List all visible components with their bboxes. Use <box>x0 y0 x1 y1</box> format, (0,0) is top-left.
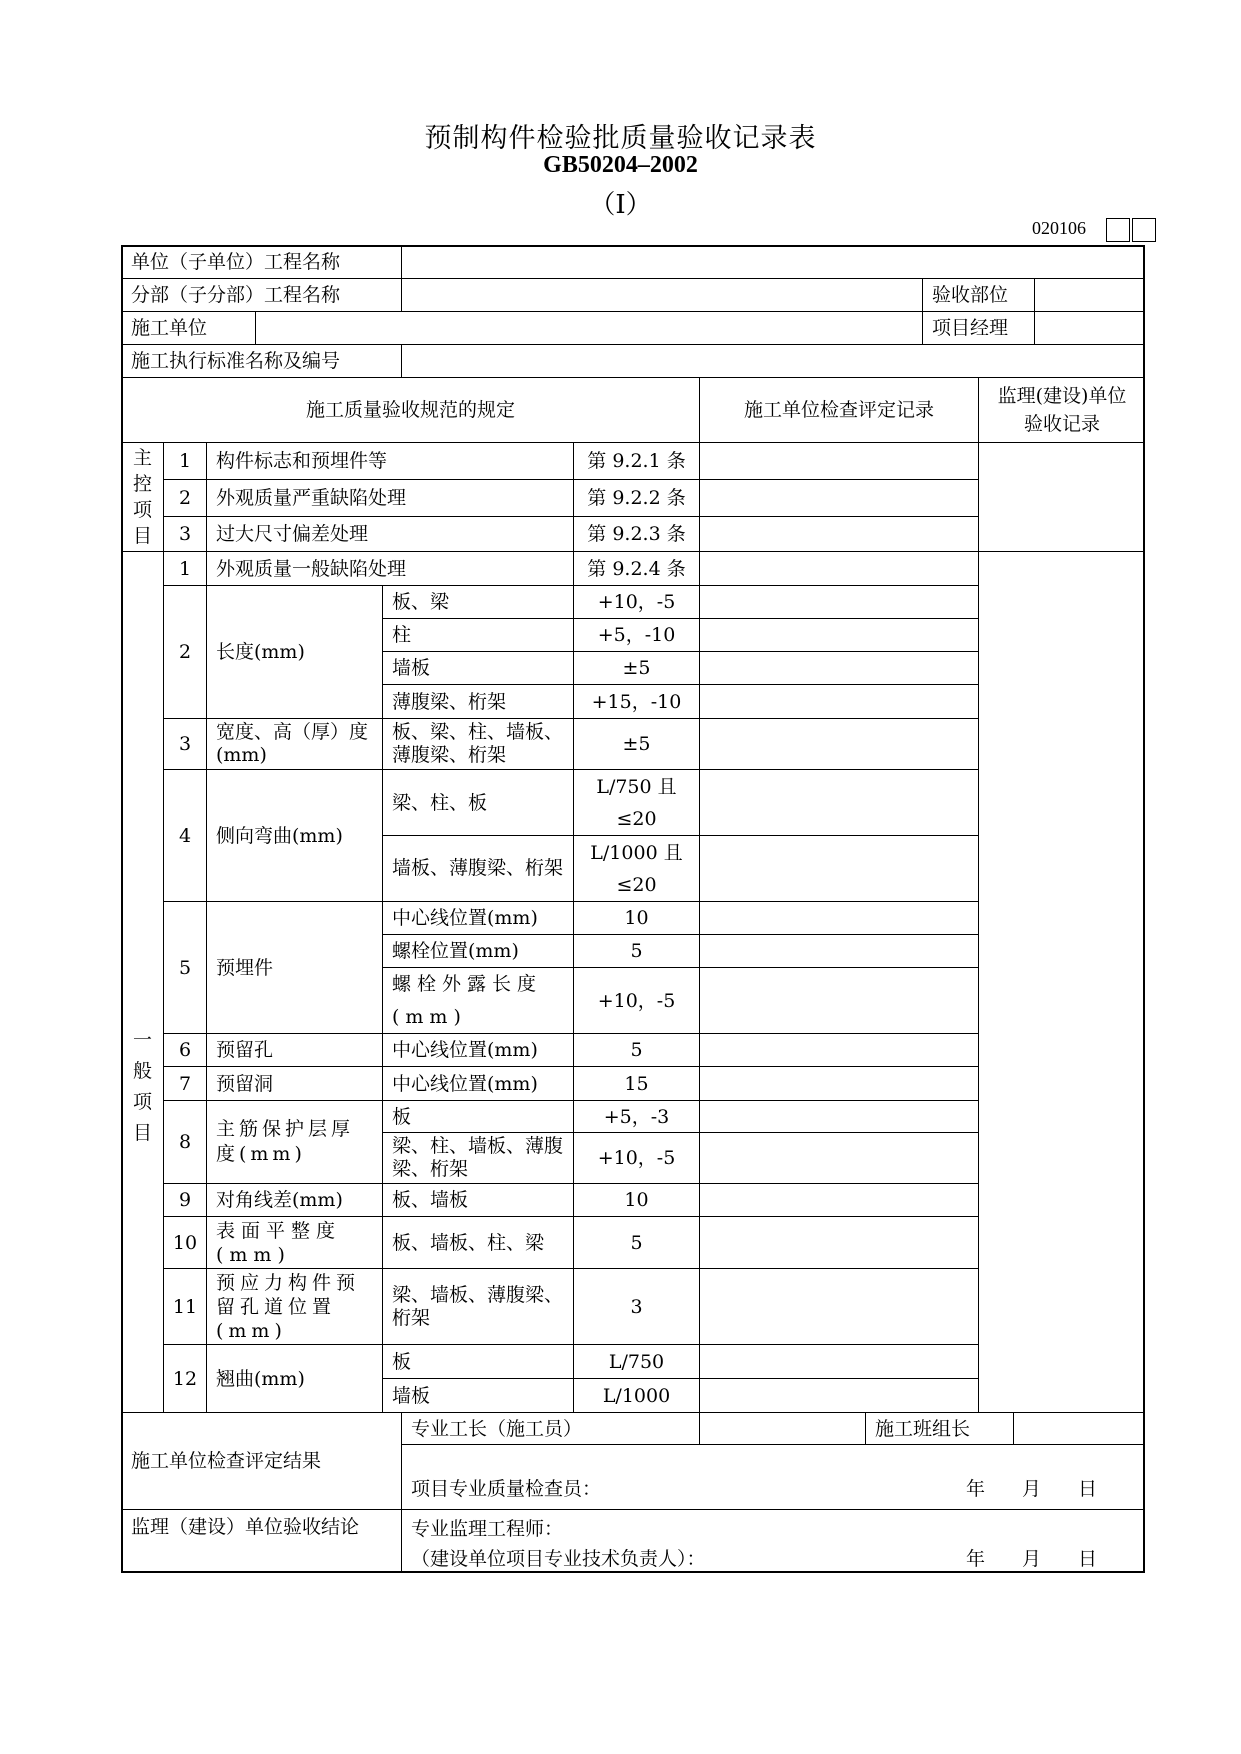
gen-row-12-val-1: L/750 <box>573 1344 699 1378</box>
form-code: 020106 <box>1032 218 1086 238</box>
gen-row-2-val-2: +5，-10 <box>573 618 699 651</box>
gen-row-5-sub-2: 螺栓位置(mm) <box>382 934 573 967</box>
mc-row-3-check[interactable] <box>699 516 978 551</box>
gen-row-10-no: 10 <box>163 1216 206 1268</box>
supervisor-engineer-label: 专业监理工程师： <box>411 1518 564 1540</box>
check-header: 施工单位检查评定记录 <box>699 377 978 442</box>
construction-unit-value[interactable] <box>255 311 922 344</box>
gen-row-4-val-1: L/750 且≤20 <box>573 769 699 835</box>
gen-row-2-check-1[interactable] <box>699 585 978 618</box>
mc-row-2-no: 2 <box>163 479 206 516</box>
gen-row-2-no: 2 <box>163 585 206 718</box>
gen-row-5-val-2: 5 <box>573 934 699 967</box>
gen-row-2-item: 长度(mm) <box>206 585 382 718</box>
gen-row-3-item: 宽度、高（厚）度(mm) <box>206 718 382 769</box>
acceptance-part-value[interactable] <box>1034 278 1145 311</box>
supervisor-header-line2: 验收记录 <box>1023 413 1100 435</box>
gen-row-4-sub-1: 梁、柱、板 <box>382 769 573 835</box>
gen-row-4-check-2[interactable] <box>699 835 978 901</box>
gen-row-5-sub-3: 螺栓外露长度(mm) <box>382 967 573 1033</box>
gen-row-4-check-1[interactable] <box>699 769 978 835</box>
gen-row-4-val-2: L/1000 且≤20 <box>573 835 699 901</box>
gen-row-2-val-1: +10，-5 <box>573 585 699 618</box>
mc-row-2-check[interactable] <box>699 479 978 516</box>
construction-unit-label: 施工单位 <box>121 311 255 344</box>
result-label: 施工单位检查评定结果 <box>121 1412 401 1509</box>
gen-row-8-check-2[interactable] <box>699 1132 978 1183</box>
team-leader-label: 施工班组长 <box>865 1412 1013 1444</box>
gen-row-12-item: 翘曲(mm) <box>206 1344 382 1412</box>
gen-row-7-check[interactable] <box>699 1066 978 1100</box>
supervisor-header-line1: 监理(建设)单位 <box>997 385 1127 407</box>
gen-row-12-sub-1: 板 <box>382 1344 573 1378</box>
gen-row-6-val: 5 <box>573 1033 699 1066</box>
mc-row-3-clause: 第 9.2.3 条 <box>573 516 699 551</box>
gen-row-3-val: ±5 <box>573 718 699 769</box>
mc-row-3-no: 3 <box>163 516 206 551</box>
inspector-date: 年 月 日 <box>966 1478 1098 1500</box>
conclusion-date: 年 月 日 <box>966 1548 1098 1570</box>
gen-row-10-sub: 板、墙板、柱、梁 <box>382 1216 573 1268</box>
gen-row-1-no: 1 <box>163 551 206 585</box>
project-manager-value[interactable] <box>1034 311 1145 344</box>
gen-row-3-no: 3 <box>163 718 206 769</box>
conclusion-block[interactable] <box>401 1509 1145 1573</box>
gen-row-11-sub: 梁、墙板、薄腹梁、桁架 <box>382 1268 573 1344</box>
gen-row-6-no: 6 <box>163 1033 206 1066</box>
gen-row-12-val-2: L/1000 <box>573 1378 699 1412</box>
gen-row-7-sub: 中心线位置(mm) <box>382 1066 573 1100</box>
gen-row-12-check-2[interactable] <box>699 1378 978 1412</box>
gen-row-10-item: 表面平整度(mm) <box>206 1216 382 1268</box>
gen-row-5-sub-1: 中心线位置(mm) <box>382 901 573 934</box>
inspector-row[interactable] <box>401 1444 1145 1509</box>
gen-row-4-no: 4 <box>163 769 206 901</box>
mc-row-3-item: 过大尺寸偏差处理 <box>206 516 573 551</box>
unit-project-value[interactable] <box>401 245 1145 278</box>
gen-row-8-check-1[interactable] <box>699 1100 978 1132</box>
mc-row-1-item: 构件标志和预埋件等 <box>206 442 573 479</box>
conclusion-label: 监理（建设）单位验收结论 <box>121 1509 401 1573</box>
mc-row-1-check[interactable] <box>699 442 978 479</box>
general-supervisor-record[interactable] <box>978 551 1145 1412</box>
gen-row-8-val-1: +5，-3 <box>573 1100 699 1132</box>
gen-row-7-val: 15 <box>573 1066 699 1100</box>
gen-row-2-val-3: ±5 <box>573 651 699 684</box>
gen-row-2-val-4: +15，-10 <box>573 684 699 718</box>
main-control-label: 主 控 项 目 <box>121 442 163 551</box>
project-manager-label: 项目经理 <box>922 311 1034 344</box>
acceptance-part-label: 验收部位 <box>922 278 1034 311</box>
mc-row-2-clause: 第 9.2.2 条 <box>573 479 699 516</box>
gen-row-12-no: 12 <box>163 1344 206 1412</box>
gen-row-1-clause: 第 9.2.4 条 <box>573 551 699 585</box>
gen-row-9-item: 对角线差(mm) <box>206 1183 382 1216</box>
gen-row-8-sub-2: 梁、柱、墙板、薄腹梁、桁架 <box>382 1132 573 1183</box>
gen-row-5-val-1: 10 <box>573 901 699 934</box>
unit-project-label: 单位（子单位）工程名称 <box>121 245 401 278</box>
gen-row-4-item: 侧向弯曲(mm) <box>206 769 382 901</box>
mc-row-1-clause: 第 9.2.1 条 <box>573 442 699 479</box>
standard-value[interactable] <box>401 344 1145 377</box>
tech-leader-label: （建设单位项目专业技术负责人）： <box>411 1548 706 1570</box>
gen-row-12-sub-2: 墙板 <box>382 1378 573 1412</box>
gen-row-2-sub-2: 柱 <box>382 618 573 651</box>
roman-numeral: （Ⅰ） <box>589 190 652 220</box>
gen-row-11-no: 11 <box>163 1268 206 1344</box>
gen-row-9-val: 10 <box>573 1183 699 1216</box>
gen-row-4-sub-2: 墙板、薄腹梁、桁架 <box>382 835 573 901</box>
gen-row-7-no: 7 <box>163 1066 206 1100</box>
gen-row-11-val: 3 <box>573 1268 699 1344</box>
gen-row-1-check[interactable] <box>699 551 978 585</box>
gen-row-3-check[interactable] <box>699 718 978 769</box>
gen-row-5-check-2[interactable] <box>699 934 978 967</box>
code-box-1[interactable] <box>1106 218 1130 242</box>
gen-row-8-sub-1: 板 <box>382 1100 573 1132</box>
mc-row-1-no: 1 <box>163 442 206 479</box>
gen-row-2-check-2[interactable] <box>699 618 978 651</box>
mc-row-2-item: 外观质量严重缺陷处理 <box>206 479 573 516</box>
gen-row-11-item: 预应力构件预留孔道位置(mm) <box>206 1268 382 1344</box>
gen-row-2-check-4[interactable] <box>699 684 978 718</box>
supervisor-header <box>978 377 1145 442</box>
gen-row-8-item: 主筋保护层厚度(mm) <box>206 1100 382 1183</box>
gen-row-10-check[interactable] <box>699 1216 978 1268</box>
foreman-signature[interactable] <box>699 1412 865 1444</box>
general-label: 一 般 项 目 <box>121 551 163 1412</box>
gen-row-9-sub: 板、墙板 <box>382 1183 573 1216</box>
gen-row-7-item: 预留洞 <box>206 1066 382 1100</box>
sub-project-value[interactable] <box>401 278 922 311</box>
gen-row-2-sub-1: 板、梁 <box>382 585 573 618</box>
gen-row-8-no: 8 <box>163 1100 206 1183</box>
gen-row-5-item: 预埋件 <box>206 901 382 1033</box>
gen-row-6-item: 预留孔 <box>206 1033 382 1066</box>
gen-row-9-check[interactable] <box>699 1183 978 1216</box>
gen-row-6-sub: 中心线位置(mm) <box>382 1033 573 1066</box>
gen-row-5-no: 5 <box>163 901 206 1033</box>
inspector-label: 项目专业质量检查员： <box>411 1478 602 1500</box>
form-title: 预制构件检验批质量验收记录表 <box>424 123 817 154</box>
gen-row-5-check-3[interactable] <box>699 967 978 1033</box>
gen-row-10-val: 5 <box>573 1216 699 1268</box>
code-box-2[interactable] <box>1132 218 1156 242</box>
standard-label: 施工执行标准名称及编号 <box>121 344 401 377</box>
gen-row-2-sub-3: 墙板 <box>382 651 573 684</box>
gen-row-5-check-1[interactable] <box>699 901 978 934</box>
gen-row-12-check-1[interactable] <box>699 1344 978 1378</box>
team-leader-signature[interactable] <box>1013 1412 1145 1444</box>
gen-row-2-check-3[interactable] <box>699 651 978 684</box>
gen-row-6-check[interactable] <box>699 1033 978 1066</box>
gen-row-2-sub-4: 薄腹梁、桁架 <box>382 684 573 718</box>
gen-row-8-val-2: +10，-5 <box>573 1132 699 1183</box>
gen-row-1-item: 外观质量一般缺陷处理 <box>206 551 573 585</box>
foreman-label: 专业工长（施工员） <box>401 1412 699 1444</box>
sub-project-label: 分部（子分部）工程名称 <box>121 278 401 311</box>
standard-code: GB50204–2002 <box>543 152 698 178</box>
spec-header: 施工质量验收规范的规定 <box>121 377 699 442</box>
gen-row-5-val-3: +10，-5 <box>573 967 699 1033</box>
gen-row-3-sub: 板、梁、柱、墙板、薄腹梁、桁架 <box>382 718 573 769</box>
gen-row-9-no: 9 <box>163 1183 206 1216</box>
mc-supervisor-record[interactable] <box>978 442 1145 551</box>
gen-row-11-check[interactable] <box>699 1268 978 1344</box>
